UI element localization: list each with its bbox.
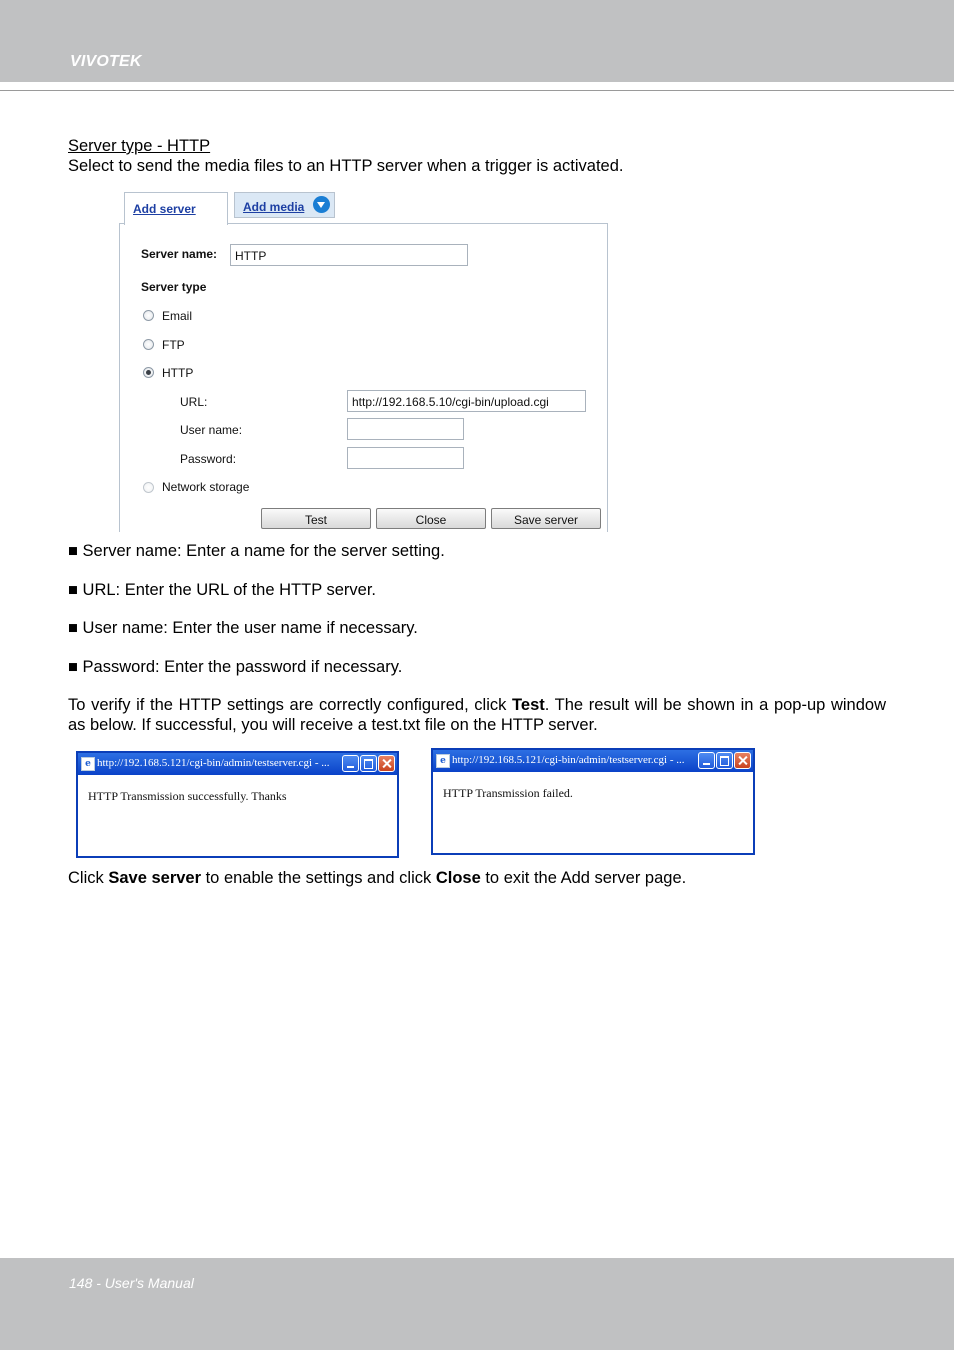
tab-add-media-label: Add media [243,200,305,214]
verify-test-bold: Test [512,696,545,714]
server-name-input[interactable]: HTTP [230,244,468,266]
popup-success [76,751,399,858]
radio-network-storage-label: Network storage [162,480,250,494]
radio-http-label: HTTP [162,366,194,380]
close-icon[interactable] [734,752,751,769]
minimize-icon[interactable] [342,755,359,772]
save-server-button[interactable]: Save server [491,508,601,529]
closing-paragraph [68,868,686,888]
minimize-icon[interactable] [698,752,715,769]
close-button[interactable]: Close [376,508,486,529]
page-header [0,0,954,82]
tab-add-server[interactable]: Add server [124,192,228,225]
page-number: 148 - User's Manual [69,1275,194,1291]
url-input[interactable]: http://192.168.5.10/cgi-bin/upload.cgi [347,390,586,412]
username-input[interactable] [347,418,464,440]
url-label: URL: [180,395,208,409]
tab-add-media[interactable] [234,192,335,218]
bullet-url: ■ URL: Enter the URL of the HTTP server. [68,581,376,599]
maximize-icon[interactable] [716,752,733,769]
maximize-icon[interactable] [360,755,377,772]
browser-icon: e [436,754,450,768]
popup-failure-titlebar [433,750,753,772]
closing-save-bold: Save server [108,869,202,887]
username-label: User name: [180,423,243,437]
radio-email-label: Email [162,309,193,323]
test-button[interactable]: Test [261,508,371,529]
closing-text-3: to exit the Add server page. [480,869,687,887]
bullet-user-name: ■ User name: Enter the user name if necessary. [68,619,418,637]
popup-success-title: http://192.168.5.121/cgi-bin/admin/testserver.cgi - ... [97,757,330,769]
verify-paragraph [68,695,886,735]
bullet-password: ■ Password: Enter the password if necessary. [68,658,403,676]
chevron-down-icon[interactable] [313,196,330,213]
popup-failure-title: http://192.168.5.121/cgi-bin/admin/testserver.cgi - ... [452,754,685,766]
server-type-label: Server type [141,280,207,294]
popup-success-message: HTTP Transmission successfully. Thanks [88,789,287,803]
radio-ftp-label: FTP [162,338,185,352]
close-icon[interactable] [378,755,395,772]
verify-text-1: To verify if the HTTP settings are correctly configured, click [68,696,513,714]
closing-text-2: to enable the settings and click [201,869,436,887]
radio-ftp[interactable] [143,339,154,350]
password-input[interactable] [347,447,464,469]
closing-close-bold: Close [435,869,481,887]
add-server-dialog [119,190,611,532]
page-footer [0,1258,954,1350]
browser-icon: e [81,757,95,771]
verify-text-2: . The result will be shown in a pop-up window as below. If successful, you will receive a test.txt file on the HTTP server. [68,696,886,734]
radio-network-storage[interactable] [143,482,154,493]
header-divider [0,90,954,91]
radio-email[interactable] [143,310,154,321]
popup-failure-message: HTTP Transmission failed. [443,786,573,800]
bullet-server-name: ■ Server name: Enter a name for the server setting. [68,542,445,560]
password-label: Password: [180,452,237,466]
popup-failure [431,748,755,855]
section-intro: Select to send the media files to an HTTP server when a trigger is activated. [68,157,624,175]
section-title: Server type - HTTP [68,137,211,155]
radio-http[interactable] [143,367,154,378]
brand-logo-text: VIVOTEK [70,53,142,70]
server-name-label: Server name: [141,247,218,261]
closing-text-1: Click [68,869,109,887]
popup-success-titlebar [78,753,397,775]
